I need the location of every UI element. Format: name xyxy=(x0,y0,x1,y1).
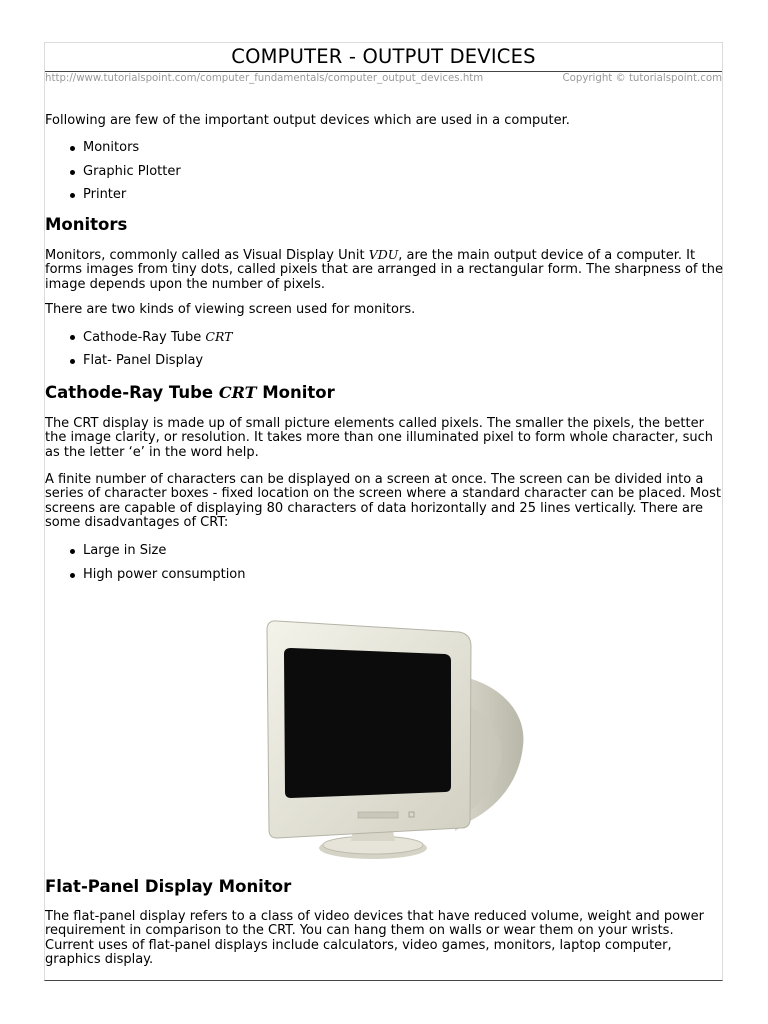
source-url[interactable]: http://www.tutorialspoint.com/computer_fundamentals/computer_output_devices.htm xyxy=(45,73,484,84)
flat-panel-paragraph: The flat-panel display refers to a class of video devices that have reduced volume, weight and power requirement in comparison to the CRT. You can hang them on walls or wear them on your wrists. Current uses of flat-panel displays include calculators, video games, monitors, laptop computer, graphics display. xyxy=(45,909,705,967)
crt-heading-math: CRT xyxy=(218,383,257,402)
monitors-para-text-1: Monitors, commonly called as Visual Display Unit xyxy=(45,248,369,263)
list-item: High power consumption xyxy=(45,568,246,592)
monitors-heading: Monitors xyxy=(45,215,128,234)
crt-item-text: Cathode-Ray Tube xyxy=(83,330,206,345)
list-item xyxy=(45,330,233,354)
crt-monitor-image xyxy=(265,616,529,861)
source-bar xyxy=(45,73,722,84)
list-item: Printer xyxy=(45,188,181,212)
vdu-math: VDU xyxy=(368,247,399,262)
list-item: Large in Size xyxy=(45,544,246,568)
output-devices-list xyxy=(45,141,181,212)
monitors-paragraph xyxy=(45,248,726,292)
list-item: Flat- Panel Display xyxy=(45,354,233,378)
crt-heading xyxy=(45,383,335,402)
document-page xyxy=(44,42,723,981)
crt-paragraph-1: The CRT display is made up of small picture elements called pixels. The smaller the pixels, the better the image clarity, or resolution. It takes more than one illuminated pixel to form whole character, such as the letter ‘e’ in the word help. xyxy=(45,416,714,460)
list-item: Monitors xyxy=(45,141,181,165)
screen-kinds-paragraph: There are two kinds of viewing screen used for monitors. xyxy=(45,302,416,317)
flat-panel-heading: Flat-Panel Display Monitor xyxy=(45,877,292,896)
crt-item-math: CRT xyxy=(205,329,233,344)
monitors-para-text-2: , are the main output device of a computer. It forms images from tiny dots, called pixels that are arranged in a rectangular form. The sharpness of the image depends upon the number of pixels. xyxy=(45,248,723,292)
crt-heading-text-2: Monitor xyxy=(256,383,335,402)
crt-disadvantages-list xyxy=(45,544,246,591)
screen-kinds-list xyxy=(45,330,233,377)
copyright-notice: Copyright © tutorialspoint.com xyxy=(562,73,722,84)
crt-paragraph-2: A finite number of characters can be displayed on a screen at once. The screen can be divided into a series of character boxes - fixed location on the screen where a standard character can be placed. Most screens are capable of displaying 80 characters of data horizontally and 25 lines vertically. There are some disadvantages of CRT: xyxy=(45,472,721,530)
crt-heading-text-1: Cathode-Ray Tube xyxy=(45,383,219,402)
page-title: COMPUTER - OUTPUT DEVICES xyxy=(45,43,722,72)
intro-paragraph: Following are few of the important output devices which are used in a computer. xyxy=(45,113,570,128)
list-item: Graphic Plotter xyxy=(45,165,181,189)
